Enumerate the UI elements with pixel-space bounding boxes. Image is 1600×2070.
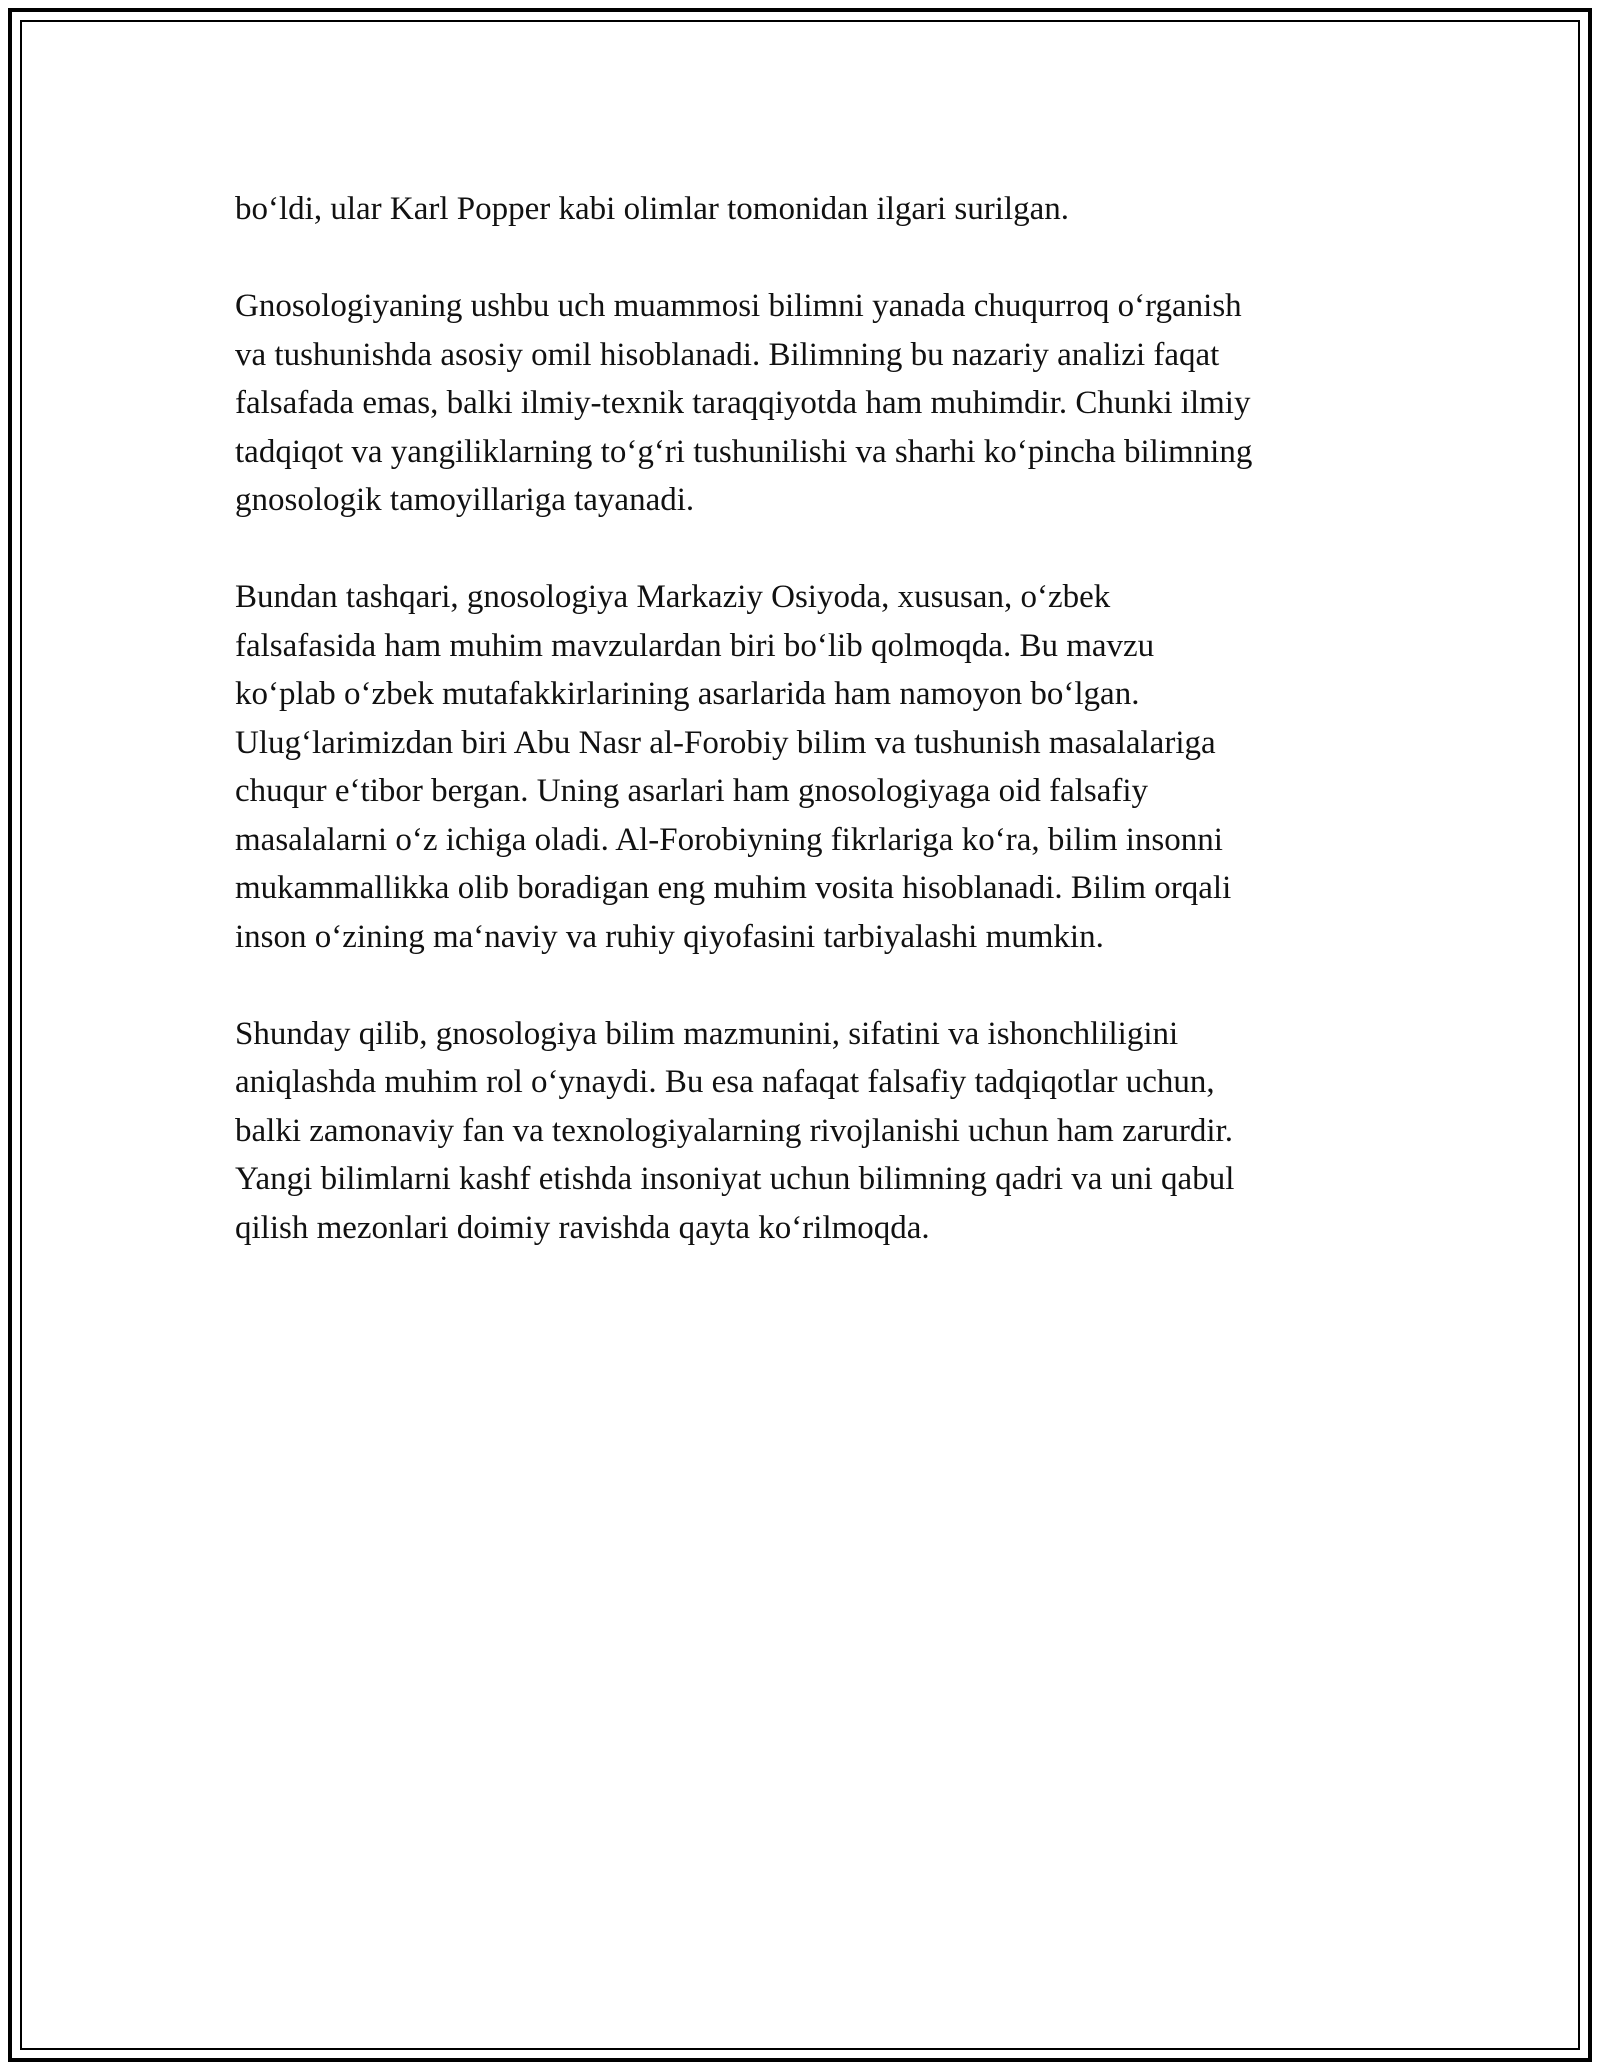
text-line: Gnosologiyaning ushbu uch muammosi bilimni yanada chuqurroq o‘rganish (235, 288, 1242, 324)
text-line: falsafasida ham muhim mavzulardan biri bo‘lib qolmoqda. Bu mavzu (235, 627, 1155, 664)
paragraph-4 (235, 1010, 1380, 1253)
paragraph-3 (235, 573, 1380, 961)
text-line: mukammallikka olib boradigan eng muhim vosita hisoblanadi. Bilim orqali (235, 870, 1232, 906)
text-line: va tushunishda asosiy omil hisoblanadi. Bilimning bu nazariy analizi faqat (235, 336, 1220, 373)
text-line: aniqlashda muhim rol o‘ynaydi. Bu esa nafaqat falsafiy tadqiqotlar uchun, (235, 1064, 1215, 1100)
text-line: gnosologik tamoyillariga tayanadi. (235, 482, 695, 518)
text-line: qilish mezonlari doimiy ravishda qayta ko‘rilmoqda. (235, 1209, 930, 1246)
text-line: bo‘ldi, ular Karl Popper kabi olimlar tomonidan ilgari surilgan. (235, 191, 1069, 227)
document-body (235, 185, 1380, 1301)
text-line: Bundan tashqari, gnosologiya Markaziy Osiyoda, xususan, o‘zbek (235, 579, 1111, 615)
text-line: inson o‘zining ma‘naviy va ruhiy qiyofasini tarbiyalashi mumkin. (235, 918, 1104, 955)
text-line: balki zamonaviy fan va texnologiyalarning rivojlanishi uchun ham zarurdir. (235, 1112, 1233, 1149)
text-line: Yangi bilimlarni kashf etishda insoniyat uchun bilimning qadri va uni qabul (235, 1161, 1235, 1197)
text-line: masalalarni o‘z ichiga oladi. Al-Forobiyning fikrlariga ko‘ra, bilim insonni (235, 821, 1223, 858)
text-line: chuqur e‘tibor bergan. Uning asarlari ham gnosologiyaga oid falsafiy (235, 773, 1149, 809)
text-line: Ulug‘larimizdan biri Abu Nasr al-Forobiy bilim va tushunish masalalariga (235, 724, 1216, 761)
text-line: falsafada emas, balki ilmiy-texnik taraqqiyotda ham muhimdir. Chunki ilmiy (235, 385, 1251, 421)
text-line: Shunday qilib, gnosologiya bilim mazmunini, sifatini va ishonchliligini (235, 1015, 1179, 1052)
text-line: tadqiqot va yangiliklarning to‘g‘ri tushunilishi va sharhi ko‘pincha bilimning (235, 433, 1253, 470)
paragraph-1 (235, 185, 1380, 234)
paragraph-2 (235, 282, 1380, 525)
text-line: ko‘plab o‘zbek mutafakkirlarining asarlarida ham namoyon bo‘lgan. (235, 676, 1140, 712)
